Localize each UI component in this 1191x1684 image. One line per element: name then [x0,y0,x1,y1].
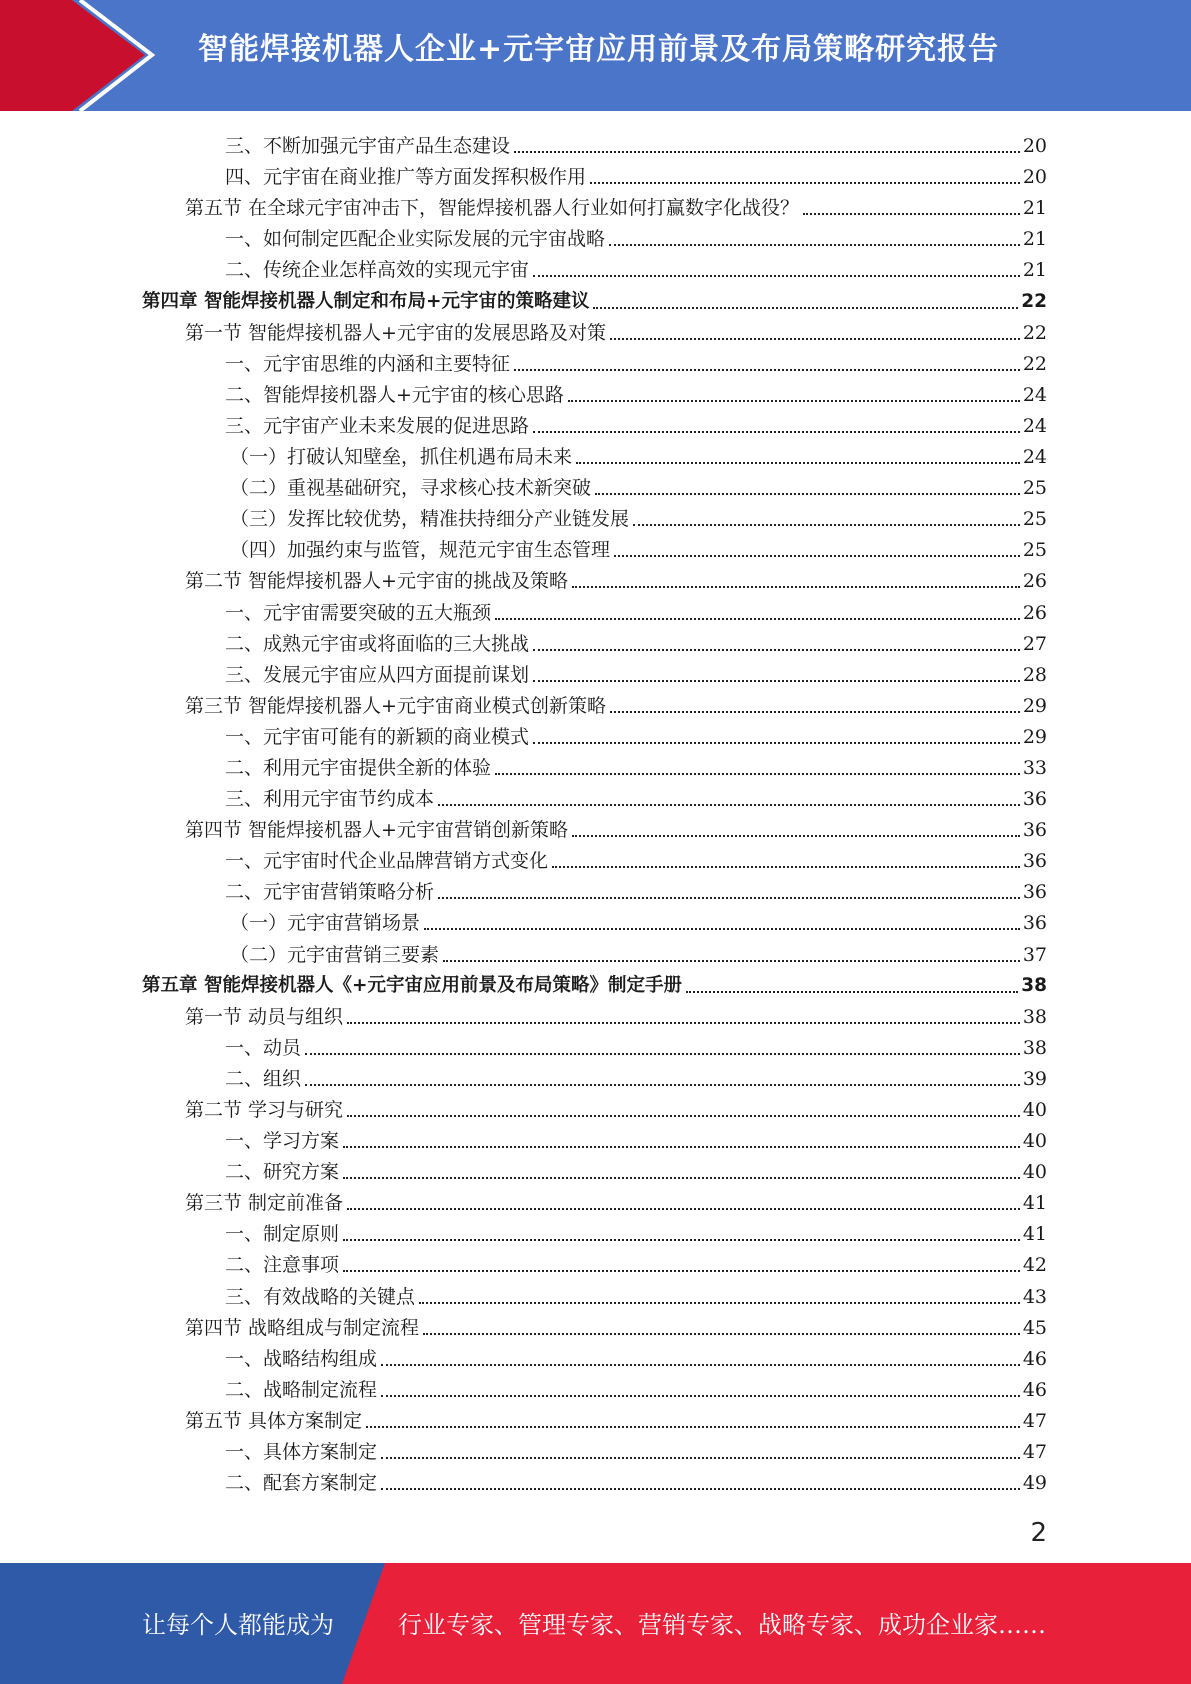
toc-entry-label: 第四节 智能焊接机器人+元宇宙营销创新策略 [185,819,568,842]
toc-section-entry[interactable] [0,999,1191,1030]
toc-entry-page: 22 [1022,321,1047,344]
toc-subsection-entry[interactable] [0,470,1191,501]
toc-entry-label: 第三节 智能焊接机器人+元宇宙商业模式创新策略 [185,694,606,717]
toc-entry-label: （二）元宇宙营销三要素 [230,943,440,966]
toc-entry-label: 三、元宇宙产业未来发展的促进思路 [225,414,530,437]
toc-entry-label: 一、元宇宙需要突破的五大瓶颈 [225,601,492,624]
toc-entry-label: （三）发挥比较优势，精准扶持细分产业链发展 [230,508,630,531]
toc-entry-label: 第一节 动员与组织 [185,1005,344,1028]
toc-dot-leader [609,244,1020,246]
toc-subsection-entry[interactable] [0,1341,1191,1372]
toc-entry-page: 26 [1022,570,1047,593]
report-title: 智能焊接机器人企业+元宇宙应用前景及布局策略研究报告 [198,32,1000,67]
toc-entry-page: 33 [1022,756,1047,779]
toc-entry-label: 一、具体方案制定 [225,1441,378,1464]
toc-entry-page: 36 [1022,819,1047,842]
toc-entry-label: 第五节 在全球元宇宙冲击下，智能焊接机器人行业如何打赢数字化战役？ [185,197,800,220]
toc-dot-leader [366,1426,1020,1428]
toc-entry-page: 42 [1022,1254,1047,1277]
toc-entry-page: 36 [1022,788,1047,811]
toc-dot-leader [533,431,1020,433]
toc-dot-leader [572,586,1020,588]
toc-dot-leader [514,151,1020,153]
toc-dot-leader [381,1364,1020,1366]
toc-entry-page: 38 [1022,1036,1047,1059]
toc-subsection-entry[interactable] [0,874,1191,905]
toc-dot-leader [381,1395,1020,1397]
toc-subsection-entry[interactable] [0,719,1191,750]
toc-dot-leader [424,928,1020,930]
toc-subsection-entry[interactable] [0,346,1191,377]
toc-dot-leader [438,897,1020,899]
toc-entry-label: （一）打破认知壁垒，抓住机遇布局未来 [230,446,573,469]
toc-entry-label: 三、有效战略的关键点 [225,1285,416,1308]
toc-entry-label: （二）重视基础研究，寻求核心技术新突破 [230,477,592,500]
toc-dot-leader [572,835,1020,837]
toc-dot-leader [590,182,1020,184]
toc-dot-leader [443,960,1020,962]
toc-chapter-entry[interactable] [0,283,1191,314]
toc-entry-page: 36 [1022,850,1047,873]
toc-entry-label: 二、元宇宙营销策略分析 [225,881,435,904]
toc-dot-leader [633,524,1020,526]
toc-subsection-entry[interactable] [0,1372,1191,1403]
toc-entry-page: 36 [1022,912,1047,935]
toc-dot-leader [419,1302,1020,1304]
page-footer [0,1563,1191,1684]
toc-dot-leader [343,1146,1020,1148]
toc-entry-label: 二、配套方案制定 [225,1472,378,1495]
toc-entry-page: 40 [1022,1099,1047,1121]
toc-section-entry[interactable] [0,190,1191,221]
toc-entry-label: 一、学习方案 [225,1130,340,1153]
toc-entry-label: 三、发展元宇宙应从四方面提前谋划 [225,663,530,686]
toc-entry-page: 25 [1022,508,1047,531]
toc-section-entry[interactable] [0,1185,1191,1216]
toc-entry-label: 第五章 智能焊接机器人《+元宇宙应用前景及布局策略》制定手册 [142,974,682,996]
toc-entry-page: 36 [1022,881,1047,904]
toc-dot-leader [381,1457,1020,1459]
toc-entry-label: 第四节 战略组成与制定流程 [185,1316,420,1339]
toc-section-entry[interactable] [0,1310,1191,1341]
toc-entry-label: 一、战略结构组成 [225,1347,378,1370]
toc-dot-leader [347,1022,1020,1024]
toc-dot-leader [347,1115,1020,1117]
toc-entry-page: 22 [1022,352,1047,375]
page-number: 2 [1030,1518,1047,1548]
page-header [0,0,1191,111]
toc-entry-label: 二、传统企业怎样高效的实现元宇宙 [225,259,530,282]
toc-entry-page: 21 [1022,228,1047,251]
toc-entry-page: 46 [1022,1378,1047,1401]
toc-subsection-entry[interactable] [0,128,1191,159]
toc-entry-label: 第二节 学习与研究 [185,1099,344,1121]
toc-subsection-entry[interactable] [0,626,1191,657]
toc-entry-page: 24 [1022,446,1047,469]
toc-entry-page: 46 [1022,1347,1047,1370]
toc-subsection-entry[interactable] [0,501,1191,532]
toc-dot-leader [533,680,1020,682]
toc-subsection-entry[interactable] [0,1061,1191,1092]
toc-entry-label: 二、智能焊接机器人+元宇宙的核心思路 [225,383,564,406]
toc-subsection-entry[interactable] [0,1247,1191,1278]
toc-entry-label: （一）元宇宙营销场景 [230,912,421,935]
toc-dot-leader [423,1333,1020,1335]
footer-slogan-left: 让每个人都能成为 [142,1611,334,1639]
toc-dot-leader [514,369,1020,371]
toc-entry-page: 25 [1022,477,1047,500]
toc-subsection-entry[interactable] [0,1154,1191,1185]
toc-entry-page: 40 [1022,1161,1047,1184]
toc-dot-leader [552,866,1020,868]
toc-entry-label: 第一节 智能焊接机器人+元宇宙的发展思路及对策 [185,321,606,344]
toc-dot-leader [533,742,1020,744]
toc-entry-page: 40 [1022,1130,1047,1153]
toc-subsection-entry[interactable] [0,221,1191,252]
toc-entry-page: 37 [1022,943,1047,966]
toc-entry-label: 二、成熟元宇宙或将面临的三大挑战 [225,632,530,655]
toc-entry-page: 49 [1022,1472,1047,1495]
toc-entry-page: 47 [1022,1441,1047,1464]
table-of-contents [0,128,1191,1496]
toc-subsection-entry[interactable] [0,781,1191,812]
toc-dot-leader [686,991,1018,993]
toc-entry-label: 二、研究方案 [225,1161,340,1184]
toc-entry-page: 41 [1022,1192,1047,1215]
toc-entry-label: 第三节 制定前准备 [185,1192,344,1215]
toc-subsection-entry[interactable] [0,1278,1191,1309]
toc-dot-leader [305,1053,1020,1055]
toc-subsection-entry[interactable] [0,159,1191,190]
toc-entry-page: 41 [1022,1223,1047,1246]
toc-subsection-entry[interactable] [0,1030,1191,1061]
toc-subsection-entry[interactable] [0,594,1191,625]
toc-entry-page: 39 [1022,1067,1047,1090]
toc-entry-label: 一、元宇宙可能有的新颖的商业模式 [225,725,530,748]
toc-dot-leader [438,804,1020,806]
toc-entry-page: 29 [1022,725,1047,748]
toc-entry-page: 29 [1022,694,1047,717]
toc-subsection-entry[interactable] [0,1216,1191,1247]
toc-entry-page: 38 [1021,974,1047,996]
toc-section-entry[interactable] [0,1403,1191,1434]
toc-dot-leader [343,1177,1020,1179]
toc-entry-page: 38 [1022,1005,1047,1028]
toc-dot-leader [593,307,1018,309]
toc-entry-label: 一、元宇宙思维的内涵和主要特征 [225,352,511,375]
toc-section-entry[interactable] [0,315,1191,346]
toc-section-entry[interactable] [0,563,1191,594]
toc-entry-page: 22 [1021,290,1047,312]
toc-entry-page: 24 [1022,383,1047,406]
toc-entry-page: 26 [1022,601,1047,624]
toc-dot-leader [533,649,1020,651]
toc-dot-leader [495,773,1020,775]
toc-entry-label: （四）加强约束与监管，规范元宇宙生态管理 [230,539,611,562]
toc-dot-leader [343,1239,1020,1241]
toc-dot-leader [495,618,1020,620]
toc-subsection-entry[interactable] [0,1123,1191,1154]
toc-dot-leader [610,711,1020,713]
toc-entry-page: 20 [1022,135,1047,158]
toc-subsection-entry[interactable] [0,843,1191,874]
toc-entry-page: 47 [1022,1409,1047,1432]
toc-entry-label: 一、如何制定匹配企业实际发展的元宇宙战略 [225,228,606,251]
toc-entry-label: 三、利用元宇宙节约成本 [225,788,435,811]
toc-dot-leader [595,493,1020,495]
toc-entry-page: 43 [1022,1285,1047,1308]
toc-dot-leader [610,338,1020,340]
toc-entry-label: 第五节 具体方案制定 [185,1409,363,1432]
toc-dot-leader [343,1270,1020,1272]
toc-dot-leader [614,555,1020,557]
toc-subsection-entry[interactable] [0,377,1191,408]
toc-dot-leader [576,462,1020,464]
toc-section-entry[interactable] [0,688,1191,719]
toc-section-entry[interactable] [0,812,1191,843]
toc-dot-leader [305,1084,1020,1086]
toc-dot-leader [803,213,1020,215]
toc-dot-leader [347,1208,1020,1210]
toc-entry-page: 25 [1022,539,1047,562]
toc-dot-leader [568,400,1020,402]
toc-entry-label: 三、不断加强元宇宙产品生态建设 [225,135,511,158]
toc-entry-page: 21 [1022,259,1047,282]
toc-entry-label: 第二节 智能焊接机器人+元宇宙的挑战及策略 [185,570,568,593]
toc-entry-label: 二、注意事项 [225,1254,340,1277]
toc-entry-label: 一、制定原则 [225,1223,340,1246]
toc-subsection-entry[interactable] [0,905,1191,936]
toc-entry-page: 45 [1022,1316,1047,1339]
toc-entry-page: 27 [1022,632,1047,655]
toc-entry-label: 一、元宇宙时代企业品牌营销方式变化 [225,850,549,873]
toc-subsection-entry[interactable] [0,750,1191,781]
toc-entry-label: 二、战略制定流程 [225,1378,378,1401]
toc-subsection-entry[interactable] [0,936,1191,967]
toc-subsection-entry[interactable] [0,439,1191,470]
toc-entry-page: 28 [1022,663,1047,686]
toc-entry-label: 一、动员 [225,1036,302,1059]
toc-subsection-entry[interactable] [0,532,1191,563]
toc-subsection-entry[interactable] [0,1434,1191,1465]
toc-entry-label: 二、组织 [225,1067,302,1090]
toc-entry-label: 二、利用元宇宙提供全新的体验 [225,756,492,779]
toc-dot-leader [381,1488,1020,1490]
toc-entry-page: 20 [1022,166,1047,189]
toc-entry-page: 24 [1022,414,1047,437]
toc-dot-leader [533,275,1020,277]
toc-chapter-entry[interactable] [0,968,1191,999]
toc-subsection-entry[interactable] [0,1465,1191,1496]
toc-entry-label: 四、元宇宙在商业推广等方面发挥积极作用 [225,166,587,189]
footer-slogan-right: 行业专家、管理专家、营销专家、战略专家、成功企业家…… [398,1611,1046,1639]
toc-entry-label: 第四章 智能焊接机器人制定和布局+元宇宙的策略建议 [142,290,590,312]
toc-subsection-entry[interactable] [0,657,1191,688]
toc-section-entry[interactable] [0,1092,1191,1123]
toc-subsection-entry[interactable] [0,252,1191,283]
toc-entry-page: 21 [1022,197,1047,220]
toc-subsection-entry[interactable] [0,408,1191,439]
